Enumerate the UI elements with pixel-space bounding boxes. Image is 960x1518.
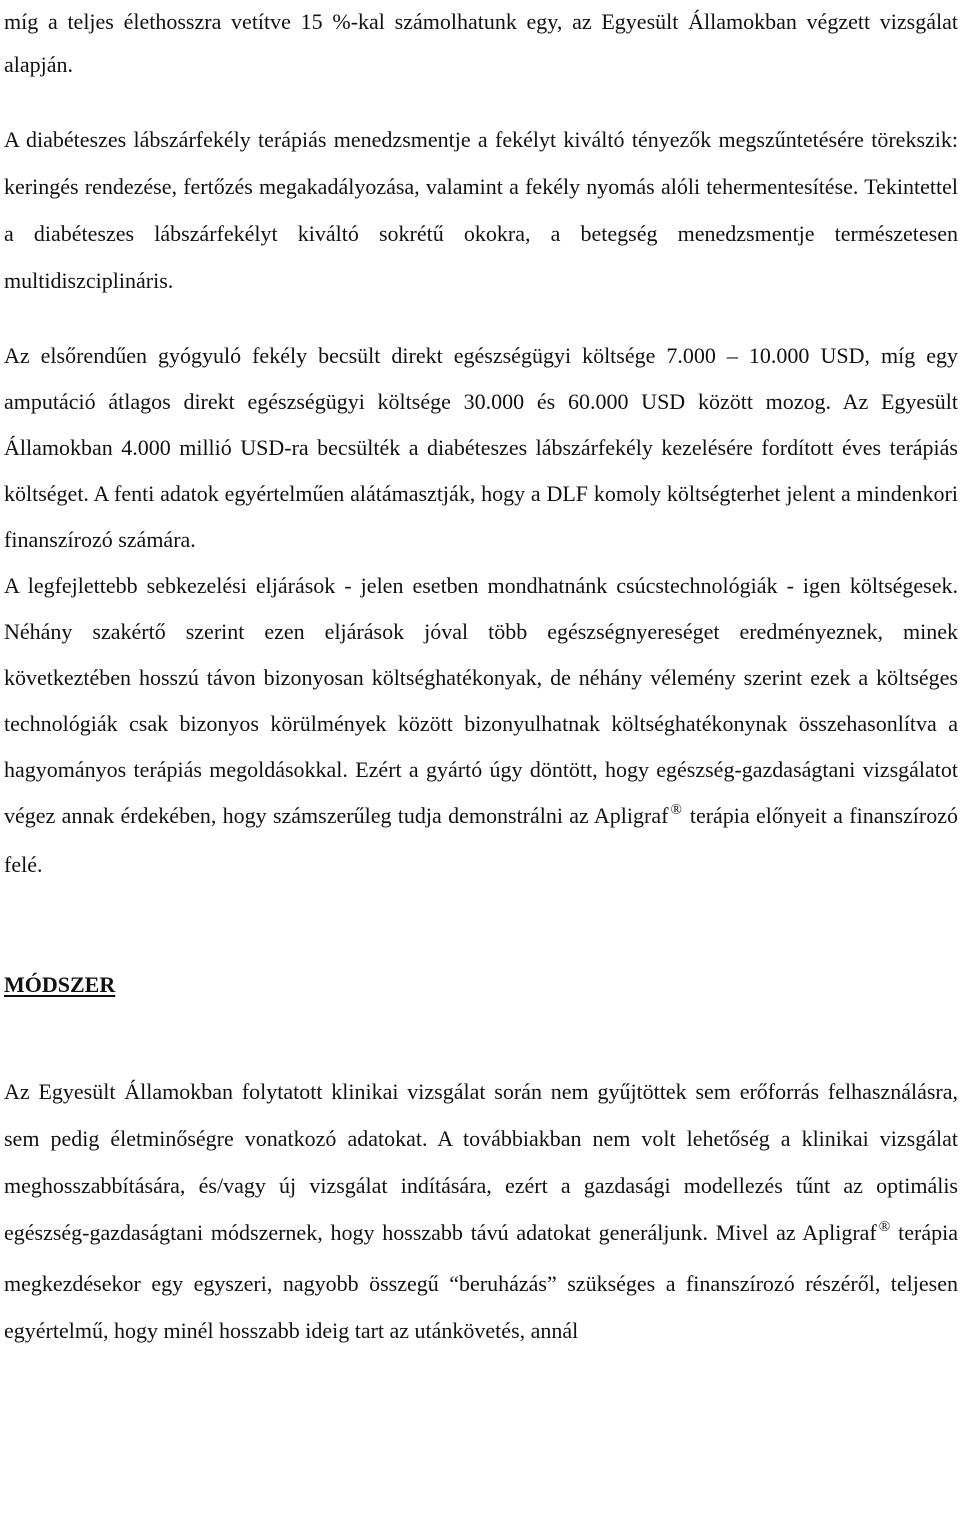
registered-mark: ® <box>878 1219 891 1235</box>
paragraph-methods <box>4 1068 958 1354</box>
section-heading-methods: MÓDSZER <box>4 972 116 997</box>
paragraph-therapy-management: A diabéteszes lábszárfekély terápiás menedzsmentje a fekélyt kiváltó tényezők megszűntetésére törekszik: keringés rendezése, fertőzés megakadályozása, valamint a fekély nyomás alóli tehermentesítése. Tekintettel a diabéteszes lábszárfekélyt kiváltó sokrétű okokra, a betegség menedzsmentje természetesen multidiszciplináris. <box>4 127 958 293</box>
registered-mark: ® <box>670 802 682 818</box>
paragraph-costs: Az elsőrendűen gyógyuló fekély becsült direkt egészségügyi költsége 7.000 – 10.000 USD, míg egy amputáció átlagos direkt egészségügyi költsége 30.000 és 60.000 USD között mozog. Az Egyesült Államokban 4.000 millió USD-ra becsülték a diabéteszes lábszárfekély kezelésére fordított éves terápiás költséget. A fenti adatok egyértelműen alátámasztják, hogy a DLF komoly költségterhet jelent a mindenkori finanszírozó számára. <box>4 343 958 552</box>
paragraph-methods-text: Az Egyesült Államokban folytatott klinikai vizsgálat során nem gyűjtöttek sem erőforrás felhasználásra, sem pedig életminőségre vonatkozó adatokat. A továbbiakban nem volt lehetőség a klinikai vizsgálat meghosszabbítására, és/vagy új vizsgálat indítására, ezért a gazdasági modellezés tűnt az optimális egészség-gazdaságtani módszernek, hogy hosszabb távú adatokat generáljunk. Mivel az Apligraf <box>4 1079 958 1245</box>
paragraph-intro: míg a teljes élethosszra vetítve 15 %-kal számolhatunk egy, az Egyesült Államokban végzett vizsgálat alapján. <box>4 9 958 77</box>
document-page <box>4 0 958 1354</box>
paragraph-methods-text-end: terápia megkezdésekor egy egyszeri, nagyobb összegű “beruházás” szükséges a finanszírozó részéről, teljesen egyértelmű, hogy minél hosszabb ideig tart az utánkövetés, annál <box>4 1220 958 1343</box>
paragraph-technologies <box>4 563 958 888</box>
paragraph-technologies-text: A legfejlettebb sebkezelési eljárások - jelen esetben mondhatnánk csúcstechnológiák - igen költségesek. Néhány szakértő szerint ezen eljárások jóval több egészségnyereséget eredményeznek, minek következtében hosszú távon bizonyosan költséghatékonyak, de néhány vélemény szerint ezek a költséges technológiák csak bizonyos körülmények között bizonyulhatnak költséghatékonynak összehasonlítva a hagyományos terápiás megoldásokkal. Ezért a gyártó úgy döntött, hogy egészség-gazdaságtani vizsgálatot végez annak érdekében, hogy számszerűleg tudja demonstrálni az Apligraf <box>4 573 958 828</box>
paragraph-technologies-text-end: terápia előnyeit a finanszírozó felé. <box>4 803 958 877</box>
